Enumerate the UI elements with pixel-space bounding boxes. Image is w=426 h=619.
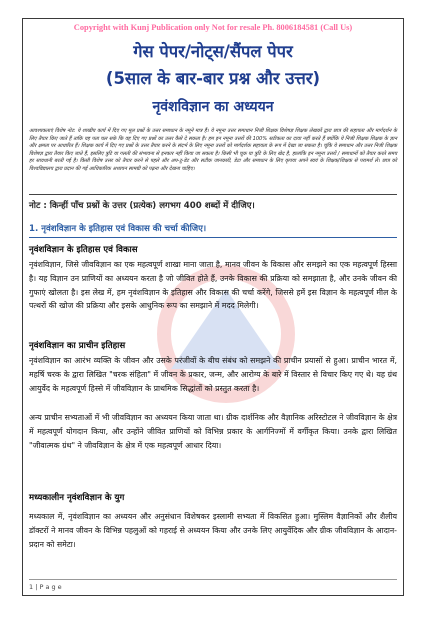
body-paragraph: नृवंशविज्ञान का आरंभ व्यक्ति के जीवन और उसके परंजीवों के बीच संबंध को समझने की प्राचीन प्रयासों से हुआ। प्राचीन भारत में, महर्षि चरक के द्वारा लिखित "चरक संहिता" में जीवन के प्रकार, जन्म, और आरोग्य के बारे में विस्तार से विचार किए गए थे। यह ग्रंथ आयुर्वेद के महत्वपूर्ण हिस्से में जीवविज्ञान के प्राथमिक सिद्धांतों को प्रस्तुत करता है। [29,356,397,393]
section-heading: नृवंशविज्ञान के इतिहास एवं विकास [29,245,138,255]
question-underline [29,237,397,238]
question-heading: 1. नृवंशविज्ञान के इतिहास एवं विकास की चर्चा कीजिए। [29,224,207,234]
section-heading: मध्यकालीन नृवंशविज्ञान के युग [29,493,125,503]
instruction-note: नोट : किन्हीं पाँच प्रश्नों के उत्तर (प्रत्येक) लगभग 400 शब्दों में दीजिए। [29,201,255,211]
section-heading: नृवंशविज्ञान का प्राचीन इतिहास [29,341,126,351]
divider [29,194,397,195]
body-paragraph: नृवंशविज्ञान, जिसे जीवविज्ञान का एक महत्वपूर्ण शाखा माना जाता है, मानव जीवन के विकास और समझने का एक महत्वपूर्ण हिस्सा है। यह विज्ञान उन प्राणियों का अध्ययन करता है जो जीवित होते हैं, उनके विकास की प्रक्रिया को समझाता है, और उनके जीवन की गुफाएं खोलता है। इस लेख में, हम नृवंशविज्ञान के इतिहास और विकास की चर्चा करेंगे, जिससे हमें इस विज्ञान के महत्वपूर्ण मील के पत्थरों की खोज की प्रक्रिया और इसके आधुनिक रूप का समझाने में मदद मिलेगी। [29,260,397,311]
footer-divider [29,579,397,580]
page-number: 1 | P a g e [29,583,62,591]
body-paragraph: अन्य प्राचीन सभ्यताओं में भी जीवविज्ञान का अध्ययन किया जाता था। ग्रीक दार्शनिक और वैज्ञानिक अरिस्टोटल ने जीवविज्ञान के क्षेत्र में महत्वपूर्ण योगदान किया, और उन्होंने जीवित प्राणियों को विभिन्न प्रकार के आर्गनिज्मों में वर्गीकृत किया। उनके द्वारा लिखित "जीवात्मक ग्रंथ" ने जीवविज्ञान के क्षेत्र में एक महत्वपूर्ण आधार दिया। [29,413,397,450]
disclaimer-paragraph: आवश्यकताएं विशेष नोट: ये शाखीय कार्य में दिए गए मूल प्रश्नों के उत्तर समाधान के नमूने मात्र हैं। ये नमूना उत्तर समाधान निजी शिक्षक विशेषज्ञ शिक्षक लेखकों द्वारा छात्र की सहायता और मार्गदर्शन के लिए तैयार किए जाते हैं ताकि यह पता चल सके कि वह दिए गए प्रश्नों का उत्तर कैसे दे सकता है। हम इन नमूना उत्तरों की 100% सटीकता का दावा नहीं करते हैं क्योंकि ये निजी शिक्षक शिक्षक के ज्ञान और क्षमता पर आधारित हैं। शिक्षक कार्य में दिए गए प्रश्नों के उत्तर तैयार करने के संदर्भ के लिए नमूना उत्तरों को मार्गदर्शक सहायता के रूप में देखा जा सकता है। चूंकि ये समाधान और उत्तर निजी शिक्षक विशेषज्ञ द्वारा तैयार किए जाते हैं, इसलिए त्रुटि या गलती की संभावना से इनकार नहीं किया जा सकता है। किसी भी चूक या त्रुटि के लिए खेद है, हालांकि इन नमूना उत्तरों / समाधानों को तैयार करते समय हर सावधानी बरती गई है। किसी विशेष उत्तर को तैयार करने से पहले और अप-टू-डेट और सटीक जानकारी, डेटा और समाधान के लिए कृपया अपने स्वयं के शिक्षक/शिक्षक से परामर्श लें। छात्र को विश्वविद्यालय द्वारा प्रदान की गई आधिकारिक अध्ययन सामग्री को पढ़ना और देखना चाहिए। [29,128,397,172]
document-page [22,18,404,596]
page-title: गेस पेपर/नोट्स/सैंपल पेपर [133,42,293,61]
copyright-notice: Copyright with Kunj Publication only Not for resale Ph. 8006184581 (Call Us) [73,23,353,32]
subject-title: नृवंशविज्ञान का अध्ययन [152,99,274,115]
body-paragraph: मध्यकाल में, नृवंशविज्ञान का अध्ययन और अनुसंधान विशेषकर इस्लामी सभ्यता में विकसित हुआ। मुस्लिम वैज्ञानिकों और शैलीय डॉक्टरों ने मानव जीवन के विभिन्न पहलुओं को गहराई से अध्ययन किया और उनके लिए आयुर्वेदिक और ग्रीक जीवविज्ञान के आदान-प्रदान को समेटा। [29,512,397,549]
page-subtitle: (5साल के बार-बार प्रश्न और उत्तर) [105,69,321,88]
